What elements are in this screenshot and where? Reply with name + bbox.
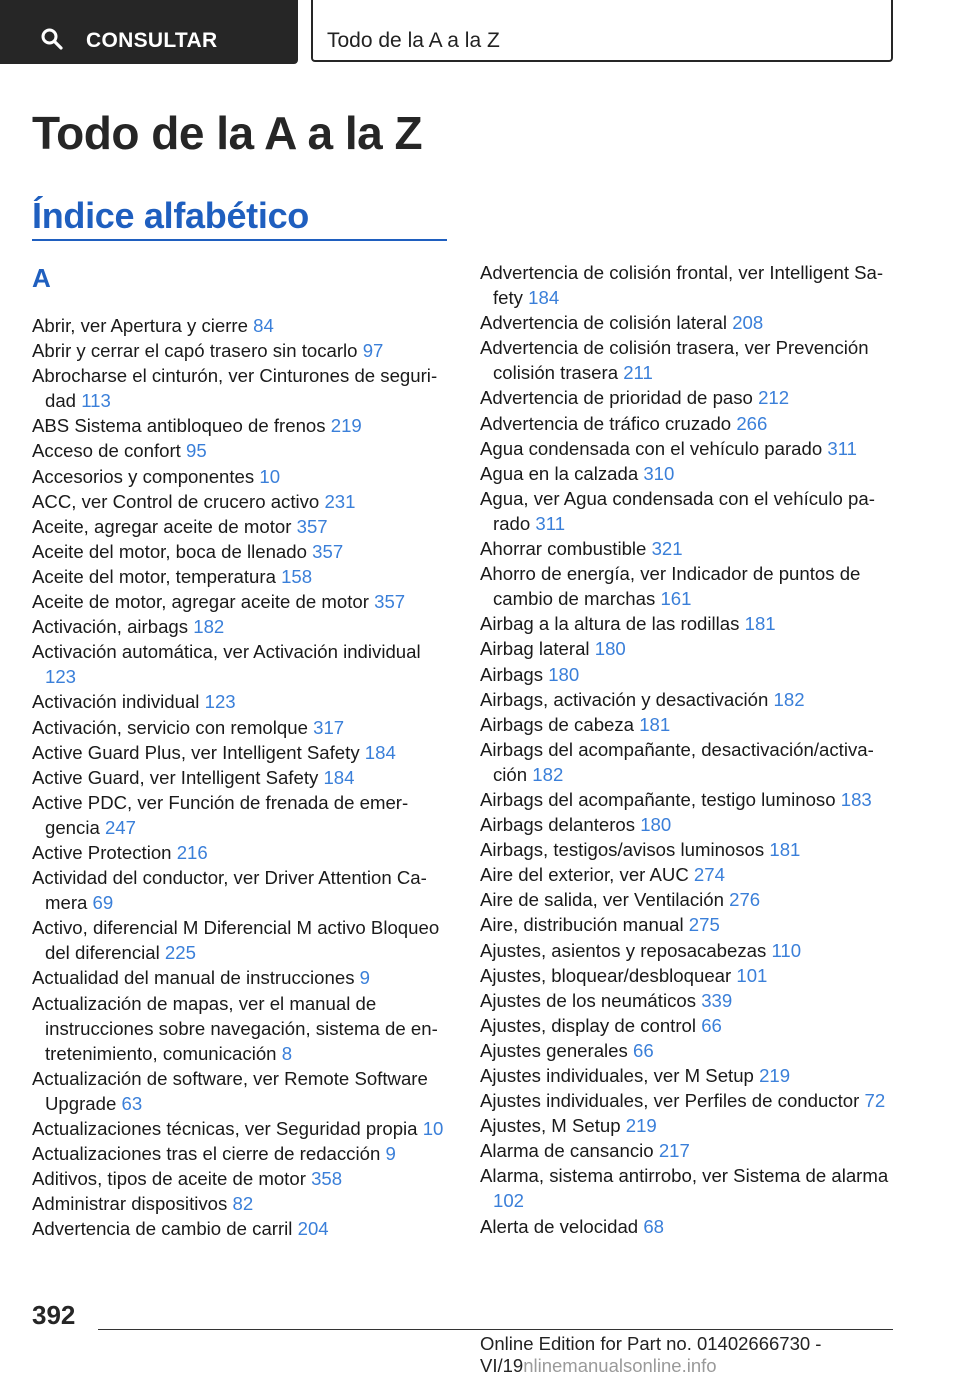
page-link[interactable]: 247 (104, 816, 136, 838)
index-entry-text: Airbags, testigos/avisos luminosos (480, 839, 765, 861)
index-entry (32, 413, 450, 438)
index-entry-text: Ajustes individuales, ver M Setup (480, 1065, 754, 1086)
index-entry (32, 1066, 450, 1116)
breadcrumb-label: Todo de la A a la Z (327, 29, 500, 52)
index-entry (480, 662, 900, 687)
page-link[interactable]: 208 (732, 312, 764, 334)
index-entry (480, 260, 900, 310)
index-entry-text: Activo, diferencial M Diferencial M activo Bloqueo del diferencial (32, 917, 440, 964)
page-link[interactable]: 180 (548, 663, 580, 685)
page-link[interactable]: 161 (660, 588, 692, 610)
page-link[interactable]: 97 (362, 340, 384, 362)
index-entry (480, 461, 900, 486)
index-column-right (480, 260, 900, 1239)
page-link[interactable]: 317 (313, 716, 345, 738)
section-title: Índice alfabético (32, 195, 309, 236)
index-entry (480, 1214, 900, 1239)
index-entry (480, 812, 900, 837)
index-entry (480, 1138, 900, 1163)
letter-heading: A (32, 263, 51, 293)
page-link[interactable]: 82 (232, 1193, 254, 1215)
index-entry (480, 561, 900, 611)
page-link[interactable]: 219 (330, 415, 362, 437)
index-entry (480, 1113, 900, 1138)
index-entry (32, 689, 450, 714)
page-link[interactable]: 217 (658, 1140, 690, 1162)
index-entry (480, 1013, 900, 1038)
index-entry (480, 636, 900, 661)
index-entry-text: Actualizaciones técnicas, ver Seguridad propia (32, 1118, 418, 1139)
page-link[interactable]: 357 (374, 591, 406, 613)
page-link[interactable]: 321 (651, 538, 683, 560)
index-entry-text: Agua, ver Agua condensada con el vehículo parado (480, 487, 875, 534)
index-entry-text: Administrar dispositivos (32, 1193, 228, 1215)
page-link[interactable]: 123 (204, 691, 236, 713)
page-link[interactable]: 311 (535, 512, 566, 534)
index-entry (32, 1116, 450, 1141)
index-entry (32, 790, 450, 840)
page-link[interactable]: 212 (758, 387, 790, 409)
index-entry-text: Ajustes de los neumáticos (480, 989, 697, 1011)
consultar-label: CONSULTAR (86, 29, 218, 52)
page-link[interactable]: 69 (92, 892, 114, 914)
index-entry (32, 514, 450, 539)
section-divider (32, 239, 447, 241)
page-link[interactable]: 113 (81, 390, 111, 412)
page-link[interactable]: 68 (643, 1215, 665, 1237)
page-link[interactable]: 184 (323, 766, 355, 788)
index-entry-text: Airbags (480, 663, 544, 685)
index-entry (480, 1163, 900, 1213)
index-entry (480, 938, 900, 963)
page-link[interactable]: 357 (296, 515, 328, 537)
page-link[interactable]: 66 (632, 1039, 654, 1061)
index-entry (32, 840, 450, 865)
page-link[interactable]: 357 (312, 540, 344, 562)
index-entry (32, 991, 450, 1066)
page-number: 392 (32, 1300, 76, 1330)
index-entry-text: Advertencia de tráfico cruzado (480, 412, 732, 434)
index-entry (32, 740, 450, 765)
index-entry-text: Airbags delanteros (480, 814, 636, 836)
index-entry-text: Actividad del conductor, ver Driver Attention Camera (32, 867, 427, 914)
index-entry-text: Agua condensada con el vehículo parado (480, 437, 823, 459)
index-entry-text: Aire de salida, ver Ventilación (480, 889, 724, 911)
page-link[interactable]: 225 (164, 942, 196, 964)
index-entry (480, 687, 900, 712)
page-link[interactable]: 275 (688, 914, 720, 936)
index-entry (480, 1063, 900, 1088)
index-entry (32, 965, 450, 990)
index-entry-text: Activación automática, ver Activación individual (32, 641, 421, 663)
index-entry (480, 310, 900, 335)
page-link[interactable]: 184 (528, 287, 560, 309)
index-entry-text: Actualización de software, ver Remote Software Upgrade (32, 1067, 428, 1114)
index-entry (480, 963, 900, 988)
index-entry (32, 564, 450, 589)
index-entry (480, 712, 900, 737)
index-entry-text: Activación individual (32, 691, 200, 713)
index-entry (480, 887, 900, 912)
index-entry-text: Ahorro de energía, ver Indicador de puntos de cambio de marchas (480, 563, 861, 610)
page-link[interactable]: 266 (736, 412, 768, 434)
index-entry-text: Airbag lateral (480, 638, 590, 660)
page-link[interactable]: 231 (324, 490, 356, 512)
page-link[interactable]: 101 (736, 964, 768, 986)
index-entry-text: Aceite del motor, temperatura (32, 565, 276, 587)
index-entry (480, 737, 900, 787)
page-link[interactable]: 219 (625, 1115, 657, 1137)
index-entry-text: Aceite, agregar aceite de motor (32, 515, 292, 537)
index-entry (32, 589, 450, 614)
page-link[interactable]: 10 (259, 465, 281, 487)
index-entry-text: Advertencia de colisión lateral (480, 312, 728, 334)
page-link[interactable]: 180 (594, 638, 626, 660)
page-link[interactable]: 311 (827, 437, 858, 459)
index-entry-text: Abrir, ver Apertura y cierre (32, 315, 248, 336)
edition-text: Online Edition for Part no. 01402666730 - VI/19 (480, 1333, 822, 1376)
index-entry-text: Aceite de motor, agregar aceite de motor (32, 591, 369, 613)
index-entry (480, 436, 900, 461)
index-entry (32, 539, 450, 564)
index-entry (480, 335, 900, 385)
index-entry (480, 486, 900, 536)
index-entry (480, 1088, 900, 1113)
page-link[interactable]: 219 (759, 1065, 791, 1086)
page-title: Todo de la A a la Z (32, 107, 423, 159)
index-entry-text: Aire del exterior, ver AUC (480, 864, 689, 886)
page-link[interactable]: 182 (532, 763, 564, 785)
page-link[interactable]: 9 (359, 967, 371, 989)
page-link[interactable]: 183 (840, 788, 872, 810)
index-entry-text: Airbags de cabeza (480, 713, 635, 735)
index-entry (480, 988, 900, 1013)
page-link[interactable]: 63 (121, 1092, 143, 1114)
page-link[interactable]: 10 (422, 1118, 444, 1139)
index-entry (480, 912, 900, 937)
index-entry-text: Alarma de cansancio (480, 1140, 654, 1162)
index-entry (32, 338, 450, 363)
index-entry-text: Aditivos, tipos de aceite de motor (32, 1168, 306, 1190)
index-entry-text: Aire, distribución manual (480, 914, 684, 936)
index-entry (480, 411, 900, 436)
index-entry-text: Airbag a la altura de las rodillas (480, 613, 740, 635)
index-entry-text: Advertencia de colisión frontal, ver Intelligent Safety (480, 262, 884, 309)
index-entry-text: Actualización de mapas, ver el manual de instrucciones sobre navegación, sistema de entretenimiento, comunicación (32, 992, 438, 1064)
index-entry-text: ACC, ver Control de crucero activo (32, 490, 320, 512)
page-link[interactable]: 358 (311, 1168, 343, 1190)
index-column-left (32, 313, 450, 1241)
page-link[interactable]: 8 (281, 1042, 293, 1064)
index-entry-text: Ajustes, M Setup (480, 1115, 621, 1137)
index-entry (32, 438, 450, 463)
page-link[interactable]: 276 (729, 889, 761, 911)
page-link[interactable]: 66 (701, 1014, 722, 1036)
page-link[interactable]: 158 (281, 565, 313, 587)
index-entry-text: ABS Sistema antibloqueo de frenos (32, 415, 326, 437)
index-entry (480, 837, 900, 862)
index-entry (32, 639, 450, 689)
index-entry-text: Ajustes individuales, ver Perfiles de conductor (480, 1090, 860, 1112)
index-entry-text: Ajustes, asientos y reposacabezas (480, 939, 767, 961)
index-entry-text: Active Guard Plus, ver Intelligent Safety (32, 741, 360, 763)
page-link[interactable]: 274 (693, 864, 725, 886)
index-entry (480, 385, 900, 410)
page-link[interactable]: 72 (864, 1090, 886, 1112)
index-entry (480, 1038, 900, 1063)
index-entry-text: Ahorrar combustible (480, 538, 647, 560)
index-entry-text: Airbags del acompañante, testigo luminoso (480, 788, 836, 810)
index-entry-text: Advertencia de colisión trasera, ver Prevención colisión trasera (480, 337, 869, 384)
index-entry-text: Agua en la calzada (480, 462, 639, 484)
index-entry-text: Actualizaciones tras el cierre de redacción (32, 1143, 381, 1165)
page-link[interactable]: 182 (193, 616, 225, 638)
page-link[interactable]: 84 (253, 315, 274, 336)
index-entry (480, 862, 900, 887)
index-entry-text: Abrir y cerrar el capó trasero sin tocarlo (32, 340, 358, 362)
index-entry-text: Acceso de confort (32, 440, 181, 462)
index-entry (32, 464, 450, 489)
page-link[interactable]: 184 (364, 741, 396, 763)
page-link[interactable]: 102 (493, 1190, 525, 1212)
page-link[interactable]: 110 (771, 939, 802, 961)
index-entry (32, 915, 450, 965)
consultar-button[interactable] (0, 0, 298, 64)
page-link[interactable]: 181 (744, 613, 776, 635)
index-entry-text: Active Guard, ver Intelligent Safety (32, 766, 319, 788)
index-entry-text: Ajustes, display de control (480, 1014, 697, 1036)
index-entry (32, 614, 450, 639)
page-link[interactable]: 182 (773, 688, 805, 710)
page-link[interactable]: 211 (623, 362, 653, 384)
index-entry (32, 1191, 450, 1216)
page-link[interactable]: 339 (701, 989, 733, 1011)
index-entry (32, 715, 450, 740)
index-entry-text: Advertencia de prioridad de paso (480, 387, 753, 409)
index-entry (32, 489, 450, 514)
index-entry-text: Advertencia de cambio de carril (32, 1218, 293, 1240)
index-entry-text: Activación, airbags (32, 616, 189, 638)
index-entry-text: Actualidad del manual de instrucciones (32, 967, 355, 989)
page-link[interactable]: 95 (186, 440, 207, 462)
index-entry (32, 363, 450, 413)
index-entry-text: Aceite del motor, boca de llenado (32, 540, 307, 562)
index-entry (32, 865, 450, 915)
index-entry (480, 536, 900, 561)
index-entry (32, 1166, 450, 1191)
index-entry (480, 611, 900, 636)
footer-divider (98, 1329, 893, 1330)
page-link[interactable]: 181 (639, 713, 671, 735)
index-entry-text: Abrocharse el cinturón, ver Cinturones de seguridad (32, 365, 438, 412)
page-link[interactable]: 204 (297, 1218, 329, 1240)
index-entry (32, 1141, 450, 1166)
index-entry-text: Active Protection (32, 841, 172, 863)
index-entry-text: Activación, servicio con remolque (32, 716, 308, 738)
breadcrumb[interactable] (311, 0, 893, 62)
index-entry-text: Active PDC, ver Función de frenada de emergencia (32, 791, 409, 838)
index-entry (32, 765, 450, 790)
index-entry (32, 1216, 450, 1241)
page-link[interactable]: 216 (176, 841, 208, 863)
page-link[interactable]: 181 (769, 839, 801, 861)
index-entry-text: Airbags del acompañante, desactivación/activación (480, 738, 874, 785)
index-entry-text: Accesorios y componentes (32, 465, 255, 487)
index-entry-text: Alarma, sistema antirrobo, ver Sistema de alarma (480, 1165, 889, 1187)
page-link[interactable]: 180 (640, 814, 672, 836)
page-link[interactable]: 310 (643, 462, 675, 484)
top-navigation-bar (0, 0, 960, 66)
index-entry (32, 313, 450, 338)
page-link[interactable]: 9 (385, 1143, 396, 1165)
index-entry (480, 787, 900, 812)
watermark-text: nlinemanualsonline.info (523, 1355, 717, 1376)
footer-edition (480, 1333, 960, 1377)
index-entry-text: Alerta de velocidad (480, 1215, 639, 1237)
index-entry-text: Airbags, activación y desactivación (480, 688, 769, 710)
index-entry-text: Ajustes generales (480, 1039, 628, 1061)
index-entry-text: Ajustes, bloquear/desbloquear (480, 964, 732, 986)
page-link[interactable]: 123 (45, 666, 77, 688)
